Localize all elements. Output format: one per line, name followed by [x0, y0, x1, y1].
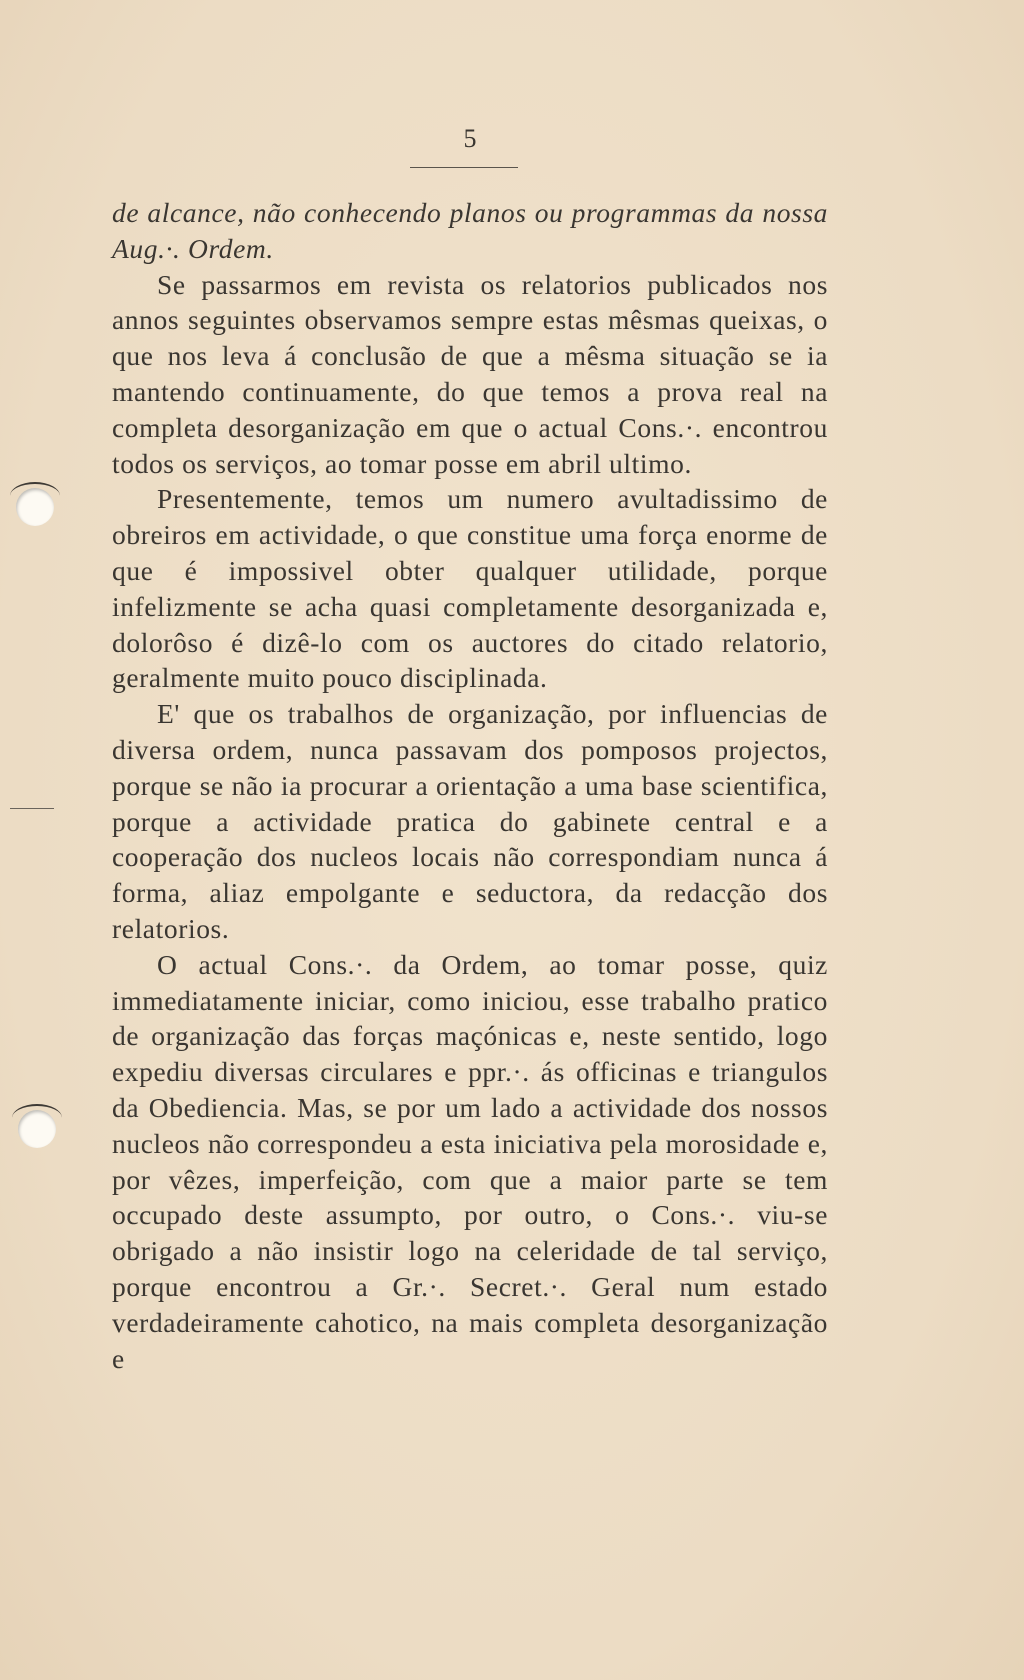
- page-number: 5: [463, 124, 477, 153]
- paragraph-1-text: de alcance, não conhecendo planos ou programmas da nossa Aug.·. Ordem.: [112, 197, 828, 264]
- header-rule: [410, 167, 518, 168]
- paragraph-3: Presentemente, temos um numero avultadissimo de obreiros em actividade, o que constitue uma força enorme de que é impossivel obter qualquer utilidade, porque infelizmente se acha quasi completamente desorganizada e, dolorôso é dizê-lo com os auctores do citado relatorio, geralmente muito pouco disciplinada.: [112, 483, 828, 694]
- paragraph-5: O actual Cons.·. da Ordem, ao tomar posse, quiz immediatamente iniciar, como iniciou, esse trabalho pratico de organização das forças maçónicas e, neste sentido, logo expediu diversas circulares e ppr.·. ás officinas e triangulos da Obediencia. Mas, se por um lado a actividade dos nossos nucleos não correspondeu a esta iniciativa pela morosidade e, por vêzes, imperfeição, com que a maior parte se tem occupado deste assumpto, por outro, o Cons.·. viu-se obrigado a não insistir logo na celeridade de tal serviço, porque encontrou a Gr.·. Secret.·. Geral num estado verdadeiramente cahotico, na mais completa desorganização e: [112, 948, 828, 1374]
- paragraph-1: [112, 195, 828, 267]
- body-text: [112, 195, 828, 1376]
- binder-hole-top: [16, 488, 54, 526]
- paragraph-4: E' que os trabalhos de organização, por influencias de diversa ordem, nunca passavam dos pomposos projectos, porque se não ia procurar a orientação a uma base scientifica, porque a actividade pratica do gabinete central e a cooperação dos nucleos locais não correspondiam nunca á forma, aliaz empolgante e seductora, da redacção dos relatorios.: [112, 698, 828, 944]
- margin-mark: [10, 808, 54, 809]
- paragraph-2: Se passarmos em revista os relatorios publicados nos annos seguintes observamos sempre estas mêsmas queixas, o que nos leva á conclusão de que a mêsma situação se ia mantendo continuamente, do que temos a prova real na completa desorganização em que o actual Cons.·. encontrou todos os serviços, ao tomar posse em abril ultimo.: [112, 268, 828, 479]
- binder-hole-bottom: [18, 1110, 56, 1148]
